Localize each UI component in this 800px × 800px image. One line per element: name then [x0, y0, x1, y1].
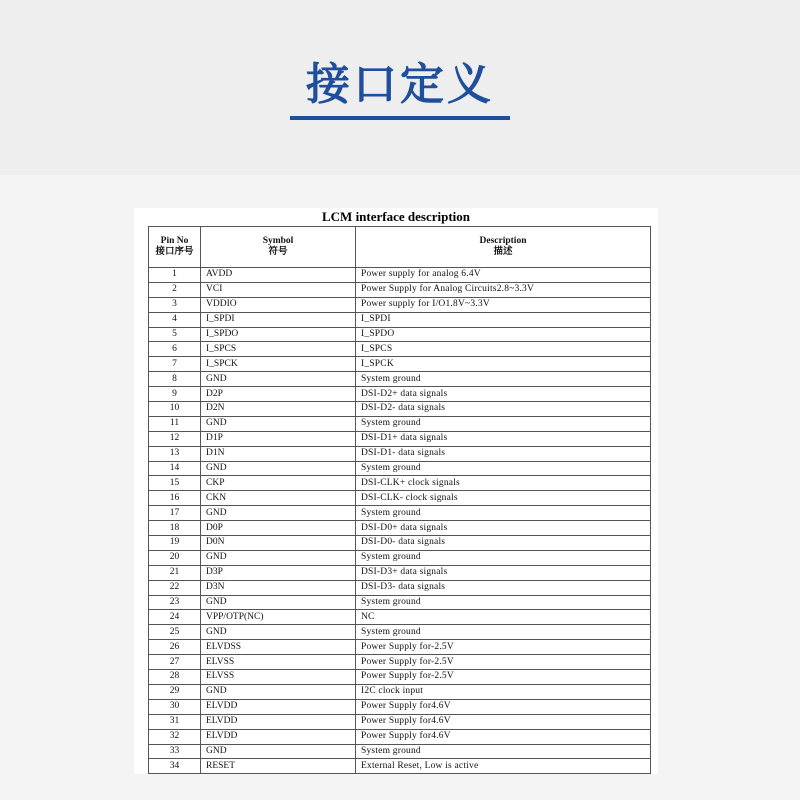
table-row: [149, 282, 651, 297]
description-cell: System ground: [356, 372, 651, 387]
title-underline: [290, 116, 510, 120]
table-row: [149, 714, 651, 729]
symbol-cell: RESET: [201, 759, 356, 774]
page-title: 接口定义: [306, 59, 494, 110]
description-cell: Power Supply for-2.5V: [356, 640, 651, 655]
symbol-cell: D1P: [201, 431, 356, 446]
pin-number-cell: 8: [149, 372, 201, 387]
pin-number-cell: 17: [149, 506, 201, 521]
description-cell: DSI-CLK+ clock signals: [356, 476, 651, 491]
pin-number-cell: 12: [149, 431, 201, 446]
description-cell: System ground: [356, 506, 651, 521]
table-row: [149, 580, 651, 595]
symbol-cell: AVDD: [201, 268, 356, 283]
symbol-cell: VCI: [201, 282, 356, 297]
document-title: LCM interface description: [321, 209, 471, 224]
pin-number-cell: 31: [149, 714, 201, 729]
symbol-cell: ELVDSS: [201, 640, 356, 655]
header-desc-zh: 描述: [493, 247, 513, 257]
symbol-cell: GND: [201, 372, 356, 387]
pin-number-cell: 29: [149, 684, 201, 699]
pin-number-cell: 27: [149, 655, 201, 670]
header-symbol-zh: 符号: [268, 247, 288, 257]
pin-number-cell: 15: [149, 476, 201, 491]
symbol-cell: D1N: [201, 446, 356, 461]
symbol-cell: GND: [201, 744, 356, 759]
symbol-cell: I_SPDI: [201, 312, 356, 327]
table-row: [149, 416, 651, 431]
header-symbol: [201, 227, 356, 268]
symbol-cell: D3N: [201, 580, 356, 595]
header-pin-en: Pin No: [160, 236, 189, 246]
symbol-cell: CKP: [201, 476, 356, 491]
table-row: [149, 402, 651, 417]
symbol-cell: ELVSS: [201, 670, 356, 685]
description-cell: DSI-CLK- clock signals: [356, 491, 651, 506]
symbol-cell: VPP/OTP(NC): [201, 610, 356, 625]
pin-number-cell: 34: [149, 759, 201, 774]
description-cell: DSI-D2+ data signals: [356, 387, 651, 402]
table-row: [149, 268, 651, 283]
pin-number-cell: 6: [149, 342, 201, 357]
symbol-cell: GND: [201, 506, 356, 521]
symbol-cell: I_SPCK: [201, 357, 356, 372]
pin-number-cell: 16: [149, 491, 201, 506]
pin-number-cell: 13: [149, 446, 201, 461]
header-description: [356, 227, 651, 268]
description-cell: System ground: [356, 595, 651, 610]
header-pin-zh: 接口序号: [155, 247, 194, 257]
description-cell: DSI-D0+ data signals: [356, 521, 651, 536]
pin-number-cell: 30: [149, 699, 201, 714]
description-cell: I_SPDI: [356, 312, 651, 327]
symbol-cell: D2P: [201, 387, 356, 402]
pin-number-cell: 28: [149, 670, 201, 685]
table-row: [149, 640, 651, 655]
description-cell: Power Supply for Analog Circuits2.8~3.3V: [356, 282, 651, 297]
pin-number-cell: 18: [149, 521, 201, 536]
pin-number-cell: 1: [149, 268, 201, 283]
pin-rows: [149, 268, 651, 774]
table-row: [149, 446, 651, 461]
pin-number-cell: 20: [149, 550, 201, 565]
description-cell: System ground: [356, 625, 651, 640]
pin-number-cell: 33: [149, 744, 201, 759]
description-cell: External Reset, Low is active: [356, 759, 651, 774]
description-cell: Power Supply for4.6V: [356, 714, 651, 729]
pin-number-cell: 4: [149, 312, 201, 327]
table-row: [149, 461, 651, 476]
description-cell: System ground: [356, 744, 651, 759]
table-row: [149, 759, 651, 774]
pin-number-cell: 11: [149, 416, 201, 431]
description-cell: Power Supply for-2.5V: [356, 655, 651, 670]
description-cell: DSI-D1+ data signals: [356, 431, 651, 446]
table-row: [149, 297, 651, 312]
pin-number-cell: 22: [149, 580, 201, 595]
description-cell: I_SPCS: [356, 342, 651, 357]
pin-number-cell: 23: [149, 595, 201, 610]
table-row: [149, 357, 651, 372]
table-row: [149, 372, 651, 387]
table-row: [149, 312, 651, 327]
symbol-cell: GND: [201, 550, 356, 565]
symbol-cell: ELVDD: [201, 729, 356, 744]
description-cell: Power Supply for-2.5V: [356, 670, 651, 685]
table-row: [149, 550, 651, 565]
symbol-cell: D3P: [201, 565, 356, 580]
pin-number-cell: 32: [149, 729, 201, 744]
symbol-cell: GND: [201, 625, 356, 640]
table-row: [149, 595, 651, 610]
description-cell: DSI-D0- data signals: [356, 536, 651, 551]
symbol-cell: I_SPCS: [201, 342, 356, 357]
pin-number-cell: 5: [149, 327, 201, 342]
symbol-cell: I_SPDO: [201, 327, 356, 342]
description-cell: NC: [356, 610, 651, 625]
pin-number-cell: 21: [149, 565, 201, 580]
table-header-row: [149, 227, 651, 268]
table-row: [149, 431, 651, 446]
symbol-cell: GND: [201, 684, 356, 699]
symbol-cell: GND: [201, 416, 356, 431]
pin-number-cell: 2: [149, 282, 201, 297]
pin-number-cell: 3: [149, 297, 201, 312]
symbol-cell: D2N: [201, 402, 356, 417]
pin-number-cell: 24: [149, 610, 201, 625]
table-row: [149, 476, 651, 491]
description-cell: I_SPDO: [356, 327, 651, 342]
pin-number-cell: 9: [149, 387, 201, 402]
symbol-cell: CKN: [201, 491, 356, 506]
header-symbol-en: Symbol: [262, 236, 294, 246]
table-row: [149, 565, 651, 580]
symbol-cell: GND: [201, 595, 356, 610]
description-cell: System ground: [356, 550, 651, 565]
pin-table: [148, 226, 651, 774]
header-desc-en: Description: [479, 236, 527, 246]
symbol-cell: D0N: [201, 536, 356, 551]
header-pin: [149, 227, 201, 268]
table-row: [149, 521, 651, 536]
table-row: [149, 655, 651, 670]
symbol-cell: VDDIO: [201, 297, 356, 312]
table-row: [149, 684, 651, 699]
table-row: [149, 670, 651, 685]
table-row: [149, 491, 651, 506]
description-cell: DSI-D3- data signals: [356, 580, 651, 595]
description-cell: Power Supply for4.6V: [356, 729, 651, 744]
symbol-cell: ELVDD: [201, 714, 356, 729]
table-row: [149, 387, 651, 402]
description-cell: I2C clock input: [356, 684, 651, 699]
pin-number-cell: 7: [149, 357, 201, 372]
symbol-cell: ELVSS: [201, 655, 356, 670]
description-cell: Power supply for I/O1.8V~3.3V: [356, 297, 651, 312]
pin-number-cell: 10: [149, 402, 201, 417]
table-row: [149, 506, 651, 521]
table-row: [149, 536, 651, 551]
pin-number-cell: 25: [149, 625, 201, 640]
table-row: [149, 327, 651, 342]
table-row: [149, 744, 651, 759]
description-cell: Power Supply for4.6V: [356, 699, 651, 714]
table-row: [149, 610, 651, 625]
pin-number-cell: 26: [149, 640, 201, 655]
description-cell: DSI-D2- data signals: [356, 402, 651, 417]
description-cell: System ground: [356, 461, 651, 476]
table-row: [149, 699, 651, 714]
lcm-document: [134, 208, 658, 774]
description-cell: DSI-D1- data signals: [356, 446, 651, 461]
description-cell: Power supply for analog 6.4V: [356, 268, 651, 283]
symbol-cell: D0P: [201, 521, 356, 536]
symbol-cell: GND: [201, 461, 356, 476]
pin-number-cell: 19: [149, 536, 201, 551]
table-row: [149, 342, 651, 357]
symbol-cell: ELVDD: [201, 699, 356, 714]
description-cell: System ground: [356, 416, 651, 431]
table-row: [149, 625, 651, 640]
description-cell: I_SPCK: [356, 357, 651, 372]
description-cell: DSI-D3+ data signals: [356, 565, 651, 580]
table-row: [149, 729, 651, 744]
pin-number-cell: 14: [149, 461, 201, 476]
